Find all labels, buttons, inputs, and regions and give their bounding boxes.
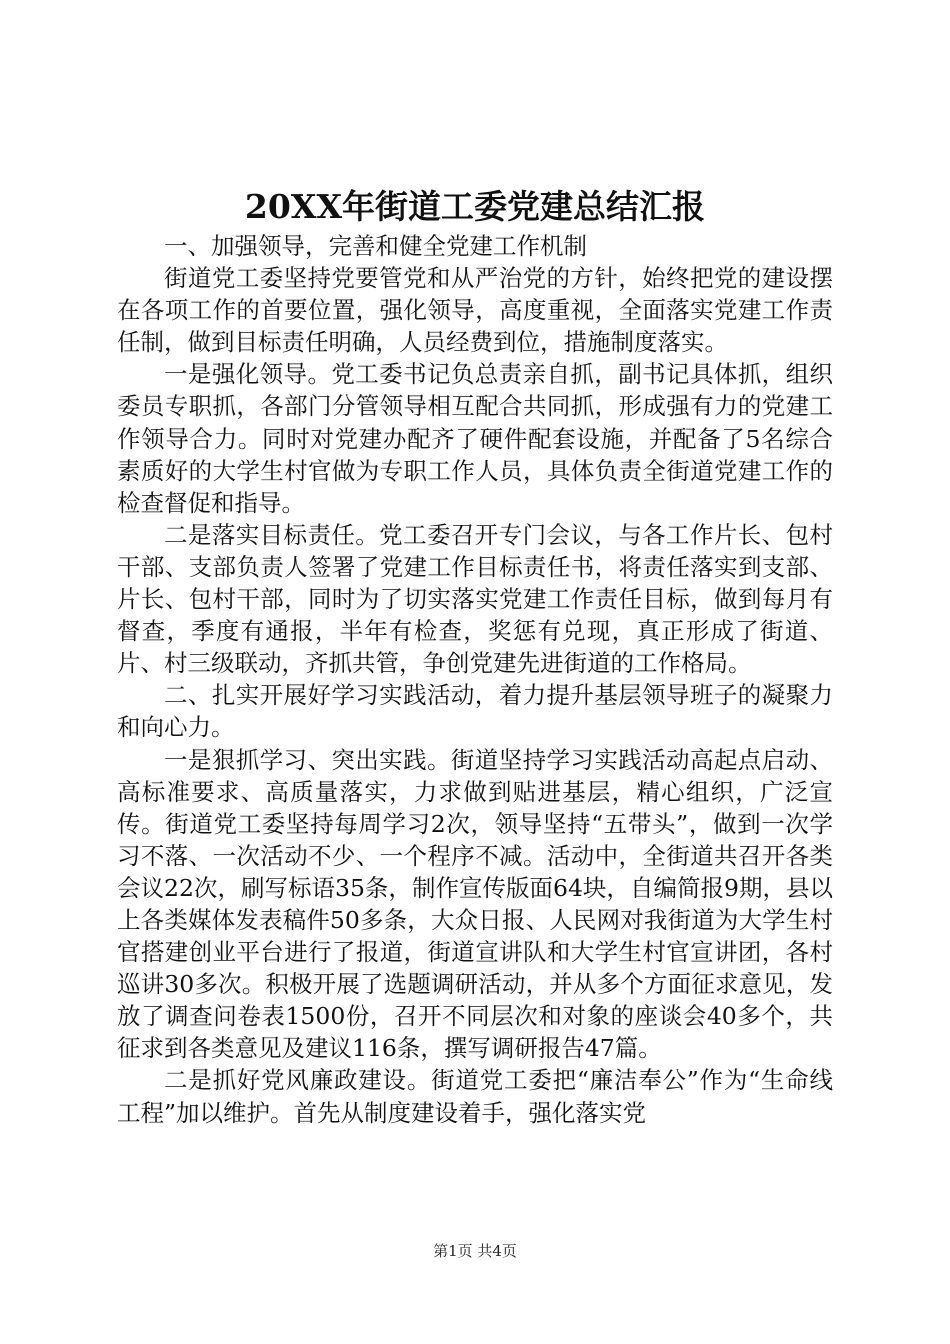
body-paragraph: 一是强化领导。党工委书记负总责亲自抓，副书记具体抓，组织委员专职抓，各部门分管领导相互配合共同抓，形成强有力的党建工作领导合力。同时对党建办配齐了硬件配套设施，并配备了5名综合素质好的大学生村官做为专职工作人员，具体负责全街道党建工作的检查督促和指导。 <box>117 360 833 517</box>
document-body <box>117 230 833 1129</box>
page-footer: 第1页 共4页 <box>433 1242 517 1260</box>
document-title: 20XX年街道工委党建总结汇报 <box>244 187 706 226</box>
body-paragraph: 一是狠抓学习、突出实践。街道坚持学习实践活动高起点启动、高标准要求、高质量落实，力求做到贴进基层，精心组织，广泛宣传。街道党工委坚持每周学习2次，领导坚持“五带头”，做到一次学习不落、一次活动不少、一个程序不减。活动中，全街道共召开各类会议22次，刷写标语35条，制作宣传版面64块，自编简报9期，县以上各类媒体发表稿件50多条，大众日报、人民网对我街道为大学生村官搭建创业平台进行了报道，街道宣讲队和大学生村官宣讲团，各村巡讲30多次。积极开展了选题调研活动，并从多个方面征求意见，发放了调查问卷表1500份，召开不同层次和对象的座谈会40多个，共征求到各类意见及建议116条，撰写调研报告47篇。 <box>117 745 833 1063</box>
section-heading-2: 二、扎实开展好学习实践活动，着力提升基层领导班子的凝聚力和向心力。 <box>117 681 833 742</box>
section-heading-1: 一、加强领导，完善和健全党建工作机制 <box>164 232 587 260</box>
body-paragraph: 二是落实目标责任。党工委召开专门会议，与各工作片长、包村干部、支部负责人签署了党建工作目标责任书，将责任落实到支部、片长、包村干部，同时为了切实落实党建工作责任目标，做到每月有督查，季度有通报，半年有检查，奖惩有兑现，真正形成了街道、片、村三级联动，齐抓共管，争创党建先进街道的工作格局。 <box>117 520 833 678</box>
body-paragraph: 二是抓好党风廉政建设。街道党工委把“廉洁奉公”作为“生命线工程”加以维护。首先从制度建设着手，强化落实党 <box>117 1066 833 1127</box>
body-paragraph: 街道党工委坚持党要管党和从严治党的方针，始终把党的建设摆在各项工作的首要位置，强化领导，高度重视，全面落实党建工作责任制，做到目标责任明确，人员经费到位，措施制度落实。 <box>117 264 833 357</box>
